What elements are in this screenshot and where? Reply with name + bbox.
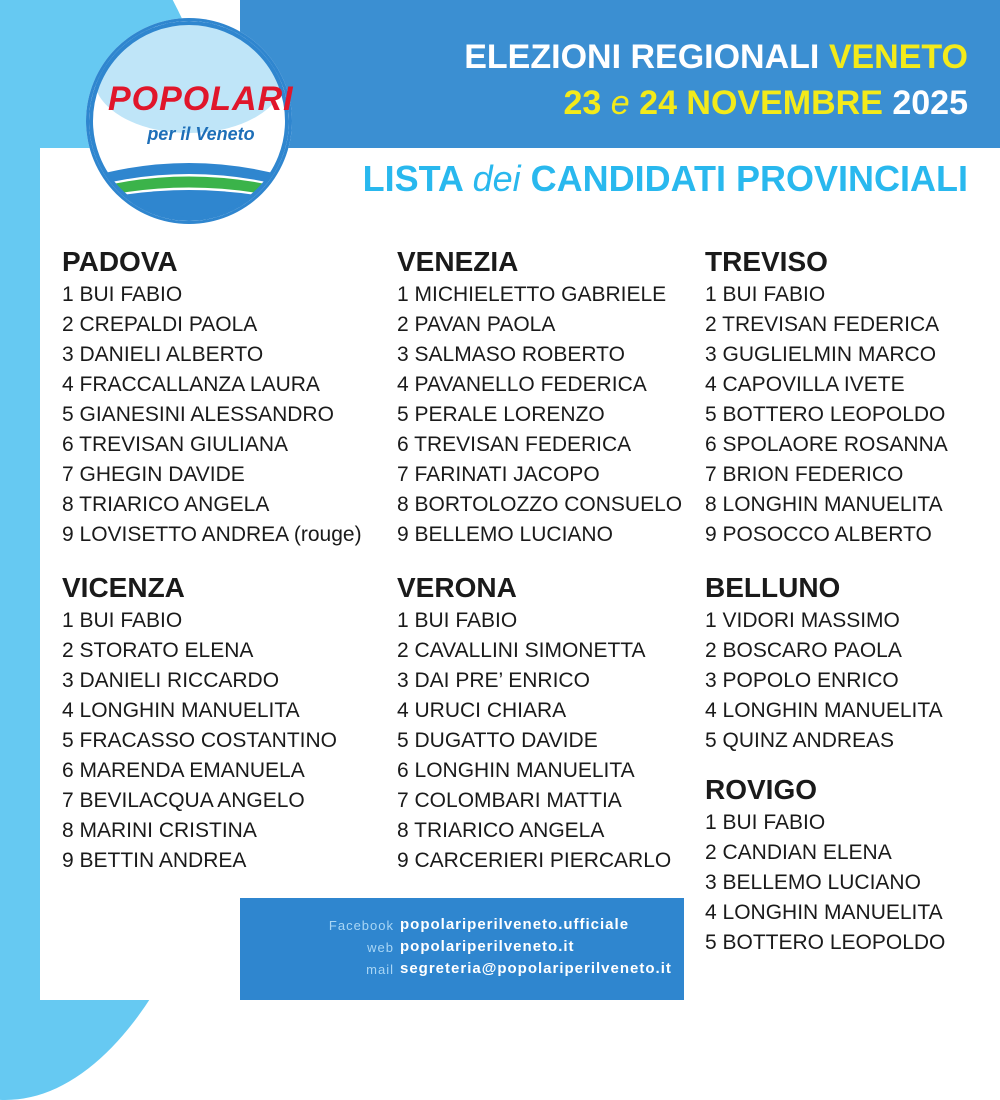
candidate-item: 1 BUI FABIO bbox=[705, 283, 826, 306]
province-title: TREVISO bbox=[705, 246, 828, 277]
candidate-item: 8 BORTOLOZZO CONSUELO bbox=[397, 493, 683, 516]
candidate-item: 9 CARCERIERI PIERCARLO bbox=[397, 849, 672, 872]
candidate-item: 8 TRIARICO ANGELA bbox=[397, 819, 605, 842]
province-belluno bbox=[705, 572, 943, 756]
candidate-item: 8 MARINI CRISTINA bbox=[62, 819, 257, 842]
facebook-label: Facebook bbox=[328, 918, 394, 933]
header-year: 2025 bbox=[892, 84, 968, 122]
candidate-item: 5 FRACASSO COSTANTINO bbox=[62, 729, 337, 752]
web-label: web bbox=[367, 940, 394, 955]
header-election-label: ELEZIONI REGIONALI bbox=[464, 38, 820, 76]
candidate-item: 6 SPOLAORE ROSANNA bbox=[705, 433, 948, 456]
candidate-item: 4 CAPOVILLA IVETE bbox=[705, 373, 905, 396]
province-padova bbox=[62, 246, 362, 550]
candidate-item: 9 BELLEMO LUCIANO bbox=[397, 523, 613, 546]
candidate-item: 6 MARENDA EMANUELA bbox=[62, 759, 305, 782]
candidate-item: 2 CAVALLINI SIMONETTA bbox=[397, 639, 646, 662]
candidate-item: 6 TREVISAN FEDERICA bbox=[397, 433, 632, 456]
candidate-item: 9 POSOCCO ALBERTO bbox=[705, 523, 932, 546]
candidate-item: 7 COLOMBARI MATTIA bbox=[397, 789, 622, 812]
candidate-item: 7 BRION FEDERICO bbox=[705, 463, 904, 486]
province-title: PADOVA bbox=[62, 246, 178, 277]
candidate-item: 5 QUINZ ANDREAS bbox=[705, 729, 895, 752]
logo-subtitle: per il Veneto bbox=[147, 124, 255, 144]
province-vicenza bbox=[62, 572, 337, 876]
mail-label: mail bbox=[366, 962, 394, 977]
candidate-item: 2 BOSCARO PAOLA bbox=[705, 639, 902, 662]
candidate-item: 3 DANIELI ALBERTO bbox=[62, 343, 264, 366]
province-title: VICENZA bbox=[62, 572, 185, 603]
candidate-item: 5 BOTTERO LEOPOLDO bbox=[705, 403, 946, 426]
candidate-item: 2 TREVISAN FEDERICA bbox=[705, 313, 940, 336]
candidate-item: 1 MICHIELETTO GABRIELE bbox=[397, 283, 667, 306]
candidate-item: 8 TRIARICO ANGELA bbox=[62, 493, 270, 516]
page-title-part-2: dei bbox=[472, 158, 521, 199]
candidate-list bbox=[62, 606, 337, 876]
page-title bbox=[363, 158, 968, 200]
facebook-link[interactable]: popolariperilveneto.ufficiale bbox=[400, 916, 630, 933]
candidate-item: 3 POPOLO ENRICO bbox=[705, 669, 899, 692]
candidate-item: 3 DANIELI RICCARDO bbox=[62, 669, 280, 692]
candidate-item: 9 LOVISETTO ANDREA (rouge) bbox=[62, 523, 362, 546]
candidate-list bbox=[397, 280, 682, 550]
candidate-item: 3 DAI PRE’ ENRICO bbox=[397, 669, 590, 692]
candidate-item: 7 BEVILACQUA ANGELO bbox=[62, 789, 305, 812]
contact-mail bbox=[240, 960, 684, 980]
candidate-item: 1 BUI FABIO bbox=[62, 609, 183, 632]
candidate-item: 2 CANDIAN ELENA bbox=[705, 841, 892, 864]
contact-facebook bbox=[240, 916, 684, 936]
candidate-item: 1 BUI FABIO bbox=[62, 283, 183, 306]
candidate-item: 4 LONGHIN MANUELITA bbox=[705, 901, 943, 924]
header-date-connector: e bbox=[610, 84, 630, 122]
province-title: VENEZIA bbox=[397, 246, 519, 277]
candidate-item: 1 BUI FABIO bbox=[705, 811, 826, 834]
candidate-item: 7 GHEGIN DAVIDE bbox=[62, 463, 245, 486]
province-title: BELLUNO bbox=[705, 572, 841, 603]
candidate-item: 9 BETTIN ANDREA bbox=[62, 849, 247, 872]
candidate-item: 6 LONGHIN MANUELITA bbox=[397, 759, 635, 782]
header-day-2: 24 NOVEMBRE bbox=[639, 84, 883, 122]
candidate-list bbox=[397, 606, 671, 876]
candidate-item: 3 SALMASO ROBERTO bbox=[397, 343, 625, 366]
candidate-item: 7 FARINATI JACOPO bbox=[397, 463, 600, 486]
header-election-date bbox=[564, 84, 968, 123]
page-title-part-3: CANDIDATI PROVINCIALI bbox=[530, 158, 968, 199]
candidate-item: 4 URUCI CHIARA bbox=[397, 699, 567, 722]
candidate-item: 3 BELLEMO LUCIANO bbox=[705, 871, 921, 894]
header-region: VENETO bbox=[828, 38, 968, 76]
candidate-item: 1 VIDORI MASSIMO bbox=[705, 609, 900, 632]
province-verona bbox=[397, 572, 671, 876]
contact-box bbox=[240, 898, 684, 1000]
candidate-list bbox=[62, 280, 362, 550]
candidate-item: 1 BUI FABIO bbox=[397, 609, 518, 632]
header-day-1: 23 bbox=[563, 84, 602, 122]
candidate-list bbox=[705, 606, 943, 756]
province-treviso bbox=[705, 246, 948, 550]
candidate-item: 5 BOTTERO LEOPOLDO bbox=[705, 931, 946, 954]
candidate-item: 4 PAVANELLO FEDERICA bbox=[397, 373, 647, 396]
candidate-item: 4 LONGHIN MANUELITA bbox=[62, 699, 300, 722]
logo-title: POPOLARI bbox=[108, 80, 294, 118]
candidate-list bbox=[705, 280, 948, 550]
province-title: ROVIGO bbox=[705, 774, 818, 805]
candidate-item: 4 LONGHIN MANUELITA bbox=[705, 699, 943, 722]
candidate-item: 8 LONGHIN MANUELITA bbox=[705, 493, 943, 516]
party-logo bbox=[86, 18, 292, 224]
candidate-item: 2 STORATO ELENA bbox=[62, 639, 254, 662]
contact-web bbox=[240, 938, 684, 958]
logo-graphic bbox=[86, 18, 292, 224]
candidate-list bbox=[705, 808, 945, 958]
page-title-part-1: LISTA bbox=[362, 158, 463, 199]
candidate-item: 4 FRACCALLANZA LAURA bbox=[62, 373, 320, 396]
province-venezia bbox=[397, 246, 682, 550]
candidate-item: 3 GUGLIELMIN MARCO bbox=[705, 343, 937, 366]
province-rovigo bbox=[705, 774, 945, 958]
candidate-item: 2 CREPALDI PAOLA bbox=[62, 313, 258, 336]
province-title: VERONA bbox=[397, 572, 517, 603]
candidate-item: 5 PERALE LORENZO bbox=[397, 403, 605, 426]
candidate-item: 6 TREVISAN GIULIANA bbox=[62, 433, 289, 456]
candidate-item: 2 PAVAN PAOLA bbox=[397, 313, 556, 336]
website-link[interactable]: popolariperilveneto.it bbox=[400, 938, 575, 955]
candidate-item: 5 GIANESINI ALESSANDRO bbox=[62, 403, 334, 426]
header-election-title bbox=[464, 38, 968, 77]
candidate-item: 5 DUGATTO DAVIDE bbox=[397, 729, 598, 752]
email-link[interactable]: segreteria@popolariperilveneto.it bbox=[400, 960, 672, 977]
